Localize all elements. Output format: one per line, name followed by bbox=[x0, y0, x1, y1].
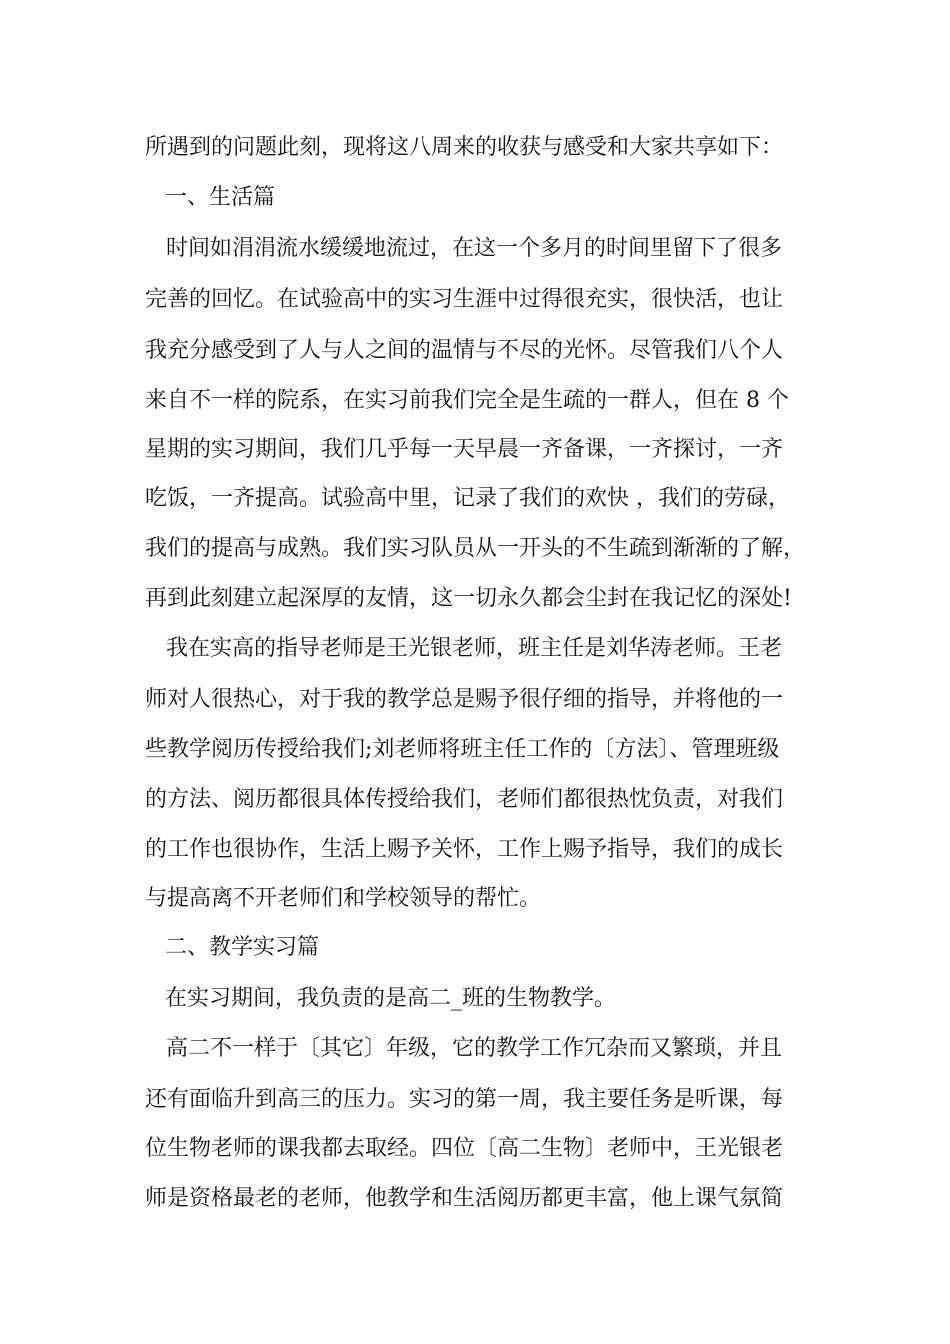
text-line: 我在实高的指导老师是王光银老师，班主任是刘华涛老师。王老 bbox=[166, 636, 783, 661]
text-line: 的工作也很协作，生活上赐予关怀，工作上赐予指导，我们的成长 bbox=[145, 837, 784, 862]
section-heading: 一、生活篇 bbox=[165, 185, 276, 210]
text-line: 完善的回忆。在试验高中的实习生涯中过得很充实，很快活，也让 bbox=[145, 287, 784, 312]
section-heading: 二、教学实习篇 bbox=[165, 935, 320, 960]
text-line: 师对人很热心，对于我的教学总是赐予很仔细的指导，并将他的一 bbox=[145, 687, 784, 712]
text-line: 位生物老师的课我都去取经。四位〔高二生物〕老师中，王光银老 bbox=[145, 1136, 784, 1161]
text-line: 师是资格最老的老师，他教学和生活阅历都更丰富，他上课气氛简 bbox=[145, 1186, 784, 1211]
text-line: 星期的实习期间，我们几乎每一天早晨一齐备课，一齐探讨，一齐 bbox=[145, 437, 784, 462]
text-line: 来自不一样的院系，在实习前我们完全是生疏的一群人，但在 8 个 bbox=[145, 388, 789, 413]
text-line: 我们的提高与成熟。我们实习队员从一开头的不生疏到渐渐的了解， bbox=[145, 536, 806, 561]
text-line: 我充分感受到了人与人之间的温情与不尽的光怀。尽管我们八个人 bbox=[145, 338, 784, 363]
text-line: 还有面临升到高三的压力。实习的第一周，我主要任务是听课，每 bbox=[145, 1087, 784, 1112]
text-line: 的方法、阅历都很具体传授给我们，老师们都很热忱负责，对我们 bbox=[145, 787, 784, 812]
text-line: 些教学阅历传授给我们;刘老师将班主任工作的〔方法〕、管理班级 bbox=[145, 737, 780, 762]
text-line: 时间如涓涓流水缓缓地流过，在这一个多月的时间里留下了很多 bbox=[166, 236, 783, 261]
text-line: 高二不一样于〔其它〕年级，它的教学工作冗杂而又繁琐，并且 bbox=[166, 1036, 783, 1061]
text-line: 吃饭，一齐提高。试验高中里，记录了我们的欢快 ，我们的劳碌， bbox=[145, 486, 790, 511]
text-line: 所遇到的问题此刻，现将这八周来的收获与感受和大家共享如下： bbox=[145, 135, 784, 160]
text-line: 再到此刻建立起深厚的友情，这一切永久都会尘封在我记忆的深处! bbox=[145, 586, 792, 611]
text-line: 与提高离不开老师们和学校领导的帮忙。 bbox=[145, 886, 542, 911]
text-line: 在实习期间，我负责的是高二_班的生物教学。 bbox=[165, 986, 617, 1011]
